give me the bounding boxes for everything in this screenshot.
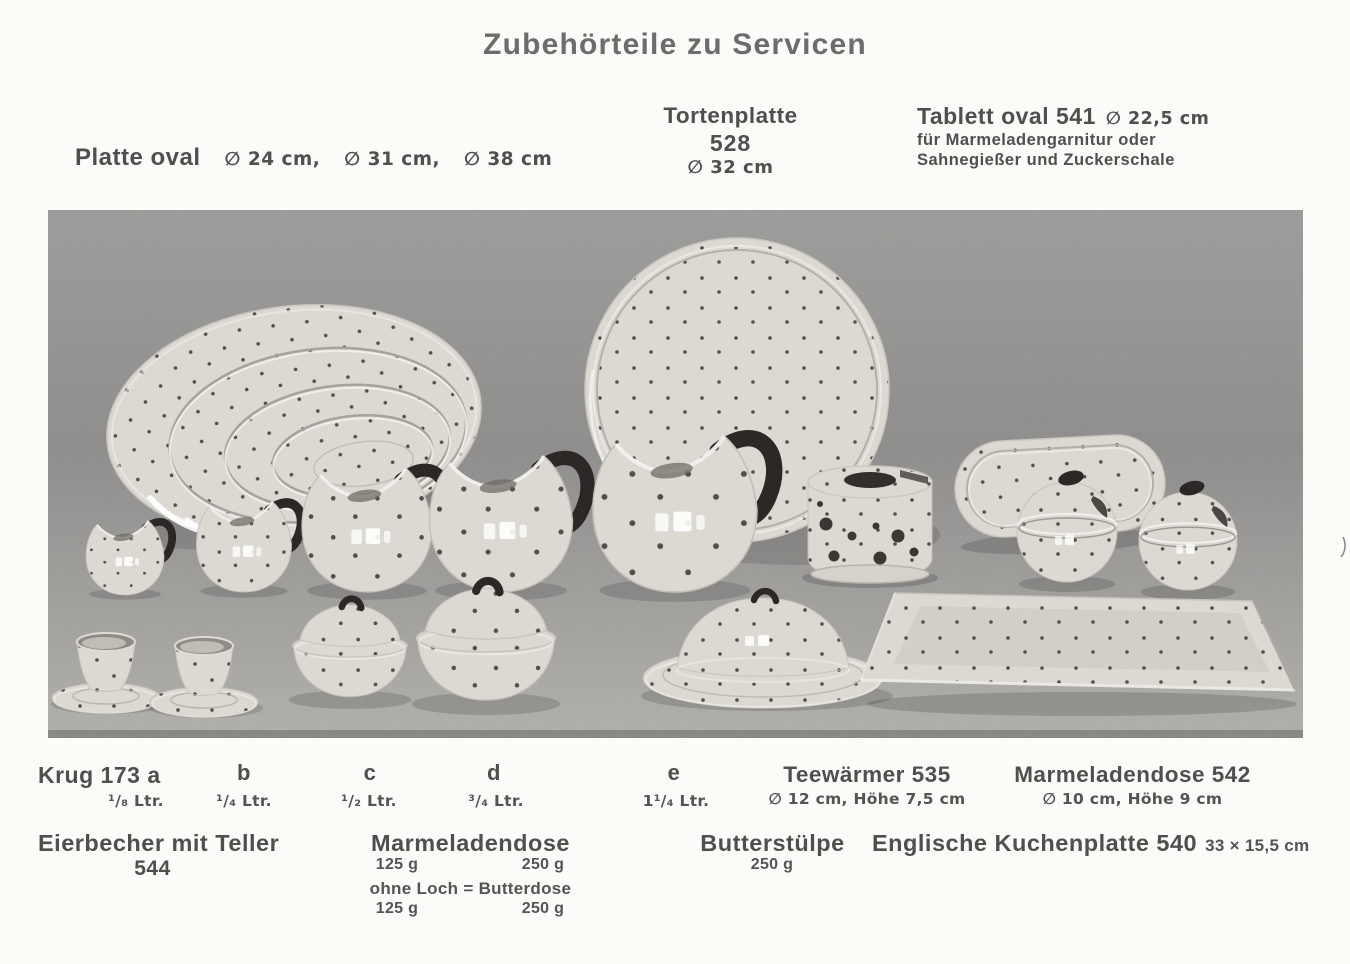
marmeladendose-542-label: Marmeladendose 542 [1014, 762, 1251, 787]
englische-kuchenplatte-540 [861, 593, 1297, 716]
tablett-name: Tablett oval 541 [917, 103, 1096, 129]
platte-oval-size-1: ∅ 24 cm, [224, 149, 321, 170]
tortenplatte-name: Tortenplatte [663, 103, 798, 128]
tortenplatte-size: ∅ 32 cm [687, 157, 774, 178]
marmeladendose-weight-small: 125 g [375, 856, 419, 873]
photo-scene [48, 210, 1303, 738]
krug-volume-e: 1¹/₄ Ltr. [642, 792, 710, 810]
krug-volume-a: ¹/₈ Ltr. [108, 792, 164, 810]
caption-tablett [917, 103, 1217, 171]
krug-volume-d: ³/₄ Ltr. [468, 792, 524, 810]
catalog-photo [48, 210, 1303, 738]
caption-platte-oval [75, 144, 552, 172]
tortenplatte-number: 528 [709, 130, 752, 156]
teewaermer-size: ∅ 12 cm, Höhe 7,5 cm [768, 790, 966, 808]
krug-letter-e: e [667, 760, 681, 785]
photo-bottom-shadow [48, 730, 1303, 738]
butterdose-weight-small: 125 g [375, 900, 419, 917]
krug-letter-b: b [237, 760, 251, 785]
tablett-desc-1: für Marmeladengarnitur oder [917, 131, 1157, 149]
marmeladendose-weight-large: 250 g [521, 856, 565, 873]
krug-letter-d: d [487, 760, 501, 785]
eierbecher-number: 544 [134, 857, 171, 880]
platte-oval-name: Platte oval [75, 144, 201, 171]
krug-volume-b: ¹/₄ Ltr. [216, 792, 272, 810]
teewaermer-535 [802, 466, 938, 588]
butterstuelpe-label: Butterstülpe [700, 830, 845, 856]
teewaermer-label: Teewärmer 535 [783, 762, 951, 787]
eierbecher-label: Eierbecher mit Teller [38, 830, 280, 856]
platte-oval-size-2: ∅ 31 cm, [344, 149, 441, 170]
page-title: Zubehörteile zu Servicen [483, 28, 867, 61]
butterstuelpe-weight: 250 g [750, 856, 794, 873]
kuchenplatte-caption [872, 830, 1309, 857]
krug-volume-c: ¹/₂ Ltr. [341, 792, 397, 810]
marmeladendose-542-size: ∅ 10 cm, Höhe 9 cm [1042, 790, 1223, 808]
butterdose-alt-label: ohne Loch = Butterdose [369, 879, 572, 898]
tablett-desc-2: Sahnegießer und Zuckerschale [917, 150, 1175, 169]
tablett-size: ∅ 22,5 cm [1105, 109, 1210, 129]
platte-oval-size-3: ∅ 38 cm [464, 149, 553, 170]
krug-label: Krug 173 a [38, 762, 161, 788]
kuchenplatte-size: 33 × 15,5 cm [1205, 836, 1310, 855]
marmeladendose-label: Marmeladendose [371, 830, 570, 856]
kuchenplatte-label: Englische Kuchenplatte 540 [872, 830, 1198, 856]
krug-letter-c: c [363, 760, 377, 785]
page-edge-mark [1340, 536, 1348, 558]
butterdose-weight-large: 250 g [521, 900, 565, 917]
caption-tortenplatte [633, 103, 828, 178]
